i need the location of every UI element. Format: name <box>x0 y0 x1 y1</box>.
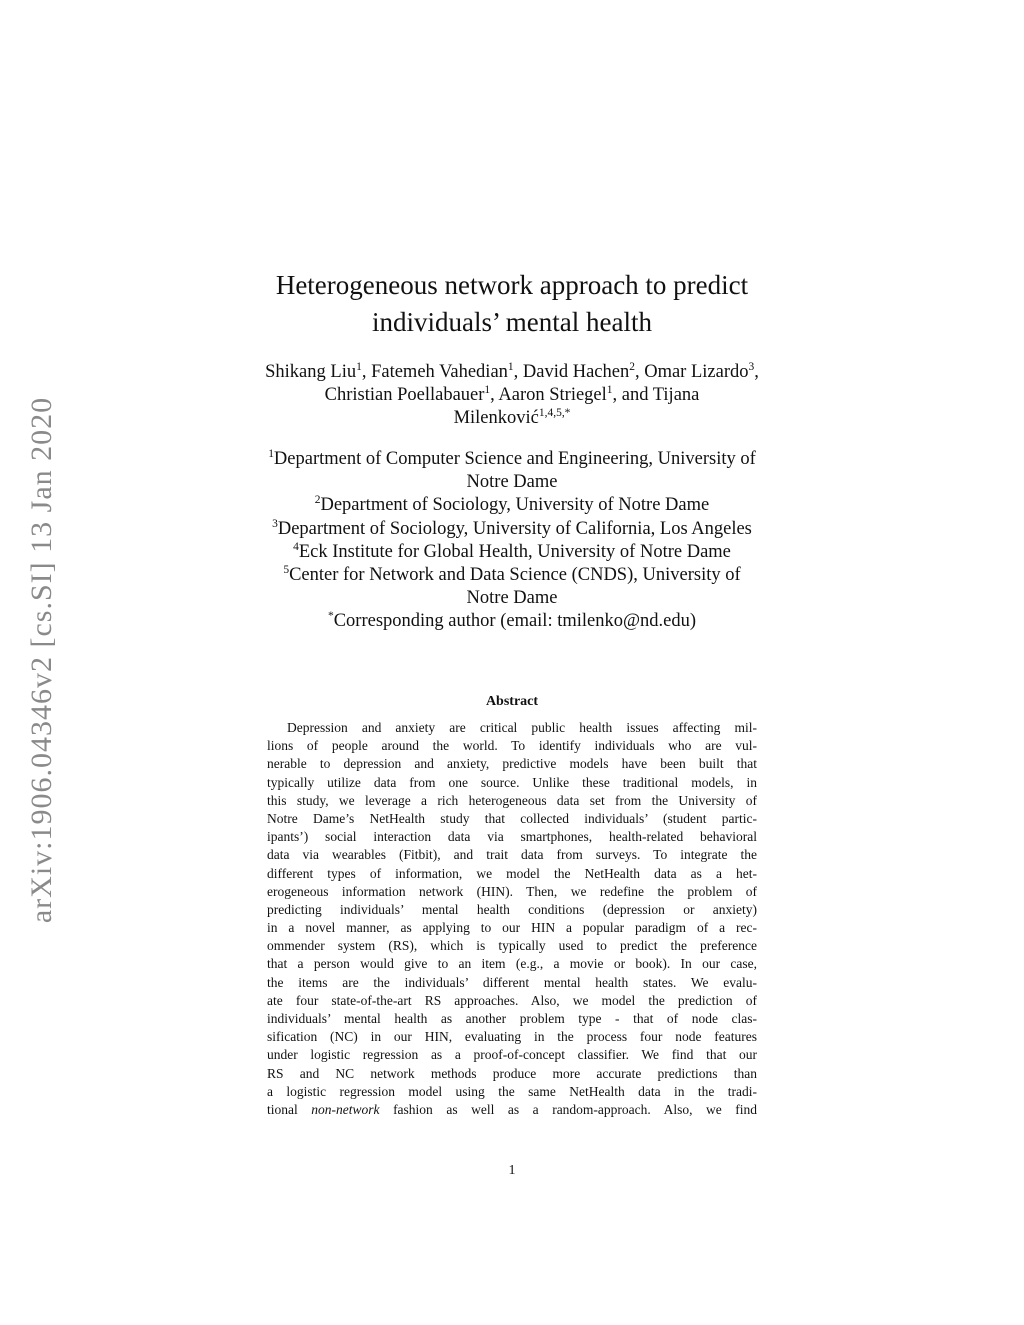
author-list <box>180 361 844 430</box>
affiliation-text: Notre Dame <box>466 472 558 493</box>
affiliation-line <box>180 471 844 494</box>
author-name: , Omar Lizardo <box>634 362 749 382</box>
abstract-line: Depression and anxiety are critical public health issues affecting mil- <box>287 720 757 735</box>
abstract-line: that a person would give to an item (e.g., a movie or book). In our case, <box>267 956 757 972</box>
author-name: , Aaron Striegel <box>490 385 607 405</box>
affiliation-line <box>180 518 844 541</box>
author-name: , Fatemeh Vahedian <box>361 362 508 382</box>
affiliation-mark: 1 <box>606 383 613 396</box>
arxiv-identifier-text: arXiv:1906.04346v2 [cs.SI] 13 Jan 2020 <box>25 396 58 924</box>
abstract-line: Notre Dame’s NetHealth study that collected individuals’ (student partic- <box>267 810 757 826</box>
abstract-line: in a novel manner, as applying to our HIN a popular paradigm of a rec- <box>267 920 757 936</box>
affiliation-number: 4 <box>293 540 299 553</box>
arxiv-identifier-stamp <box>21 375 63 945</box>
abstract-text: tional <box>267 1101 312 1117</box>
affiliation-text: Department of Computer Science and Engineering, University of <box>273 449 756 469</box>
affiliation-mark: 3 <box>748 360 755 373</box>
abstract-last-line <box>267 1101 757 1119</box>
affiliation-number: 2 <box>314 494 321 507</box>
affiliation-number: 5 <box>283 563 290 576</box>
affiliation-line <box>180 564 844 587</box>
author-name: Christian Poellabauer <box>324 385 485 405</box>
abstract-line: ate four state-of-the-art RS approaches. Also, we model the prediction of <box>267 992 757 1008</box>
affiliation-text: Notre Dame <box>466 588 558 609</box>
abstract-line: erogeneous information network (HIN). Then, we redefine the problem of <box>267 883 757 899</box>
abstract-line: lions of people around the world. To identify individuals who are vul- <box>267 738 757 754</box>
affiliation-list <box>180 448 844 634</box>
abstract-line: nerable to depression and anxiety, predictive models have been built that <box>267 756 757 772</box>
abstract-line: RS and NC network methods produce more accurate predictions than <box>267 1065 757 1081</box>
affiliation-mark: 1 <box>356 360 362 373</box>
affiliation-mark: 1,4,5,* <box>538 406 571 419</box>
paper-title-line-2: individuals’ mental health <box>372 307 652 337</box>
abstract-line: this study, we leverage a rich heterogeneous data set from the University of <box>267 792 757 808</box>
corresponding-author-line <box>180 610 844 633</box>
affiliation-text: Center for Network and Data Science (CNDS), University of <box>289 565 741 586</box>
affiliation-text: Department of Sociology, University of Notre Dame <box>320 495 710 516</box>
affiliation-line <box>180 448 844 471</box>
corresponding-author-mark: * <box>327 610 334 623</box>
author-name: , and Tijana <box>612 385 700 405</box>
author-name: Shikang Liu <box>265 362 357 382</box>
affiliation-line <box>180 541 844 564</box>
author-line-2 <box>180 384 844 407</box>
abstract-line: the items are the individuals’ different mental health states. We evalu- <box>267 974 757 990</box>
affiliation-number: 1 <box>268 447 274 460</box>
abstract-line: a logistic regression model using the same NetHealth data in the tradi- <box>267 1083 757 1099</box>
abstract-line: ommender system (RS), which is typically used to predict the preference <box>267 938 757 954</box>
page-number: 1 <box>508 1163 516 1178</box>
abstract-line: data via wearables (Fitbit), and trait data from surveys. To integrate the <box>267 847 757 863</box>
abstract-line: different types of information, we model the NetHealth data as a het- <box>267 865 757 881</box>
affiliation-mark: 1 <box>507 360 514 373</box>
affiliation-line <box>180 587 844 610</box>
author-name: Milenković <box>453 408 539 428</box>
abstract-line: sification (NC) in our HIN, evaluating in the process four node features <box>267 1029 757 1045</box>
abstract-line: under logistic regression as a proof-of-concept classifier. We find that our <box>267 1047 757 1063</box>
author-line-3 <box>180 407 844 430</box>
abstract-line: ipants’) social interaction data via smartphones, health-related behavioral <box>267 829 757 845</box>
author-line-1 <box>180 361 844 384</box>
author-name: , David Hachen <box>513 362 630 382</box>
affiliation-line <box>180 494 844 517</box>
abstract-line: typically utilize data from one source. Unlike these traditional models, in <box>267 774 757 790</box>
abstract-line: individuals’ mental health as another problem type - that of node clas- <box>267 1011 757 1026</box>
affiliation-number: 3 <box>272 517 278 530</box>
corresponding-author-text: Corresponding author (email: tmilenko@nd.edu) <box>333 611 697 632</box>
paper-title <box>180 267 844 341</box>
author-separator: , <box>754 362 759 382</box>
affiliation-mark: 1 <box>484 383 491 396</box>
affiliation-text: Department of Sociology, University of California, Los Angeles <box>277 518 752 539</box>
paper-title-line-1: Heterogeneous network approach to predict <box>275 270 749 300</box>
affiliation-text: Eck Institute for Global Health, University of Notre Dame <box>298 541 731 562</box>
abstract-body <box>267 719 757 1119</box>
abstract-italic-term: non-network <box>311 1101 380 1117</box>
abstract-text: fashion as well as a random-approach. Also, we find <box>379 1101 757 1117</box>
affiliation-mark: 2 <box>629 360 635 373</box>
abstract-line: predicting individuals’ mental health conditions (depression or anxiety) <box>267 901 757 917</box>
abstract-heading: Abstract <box>485 694 539 709</box>
